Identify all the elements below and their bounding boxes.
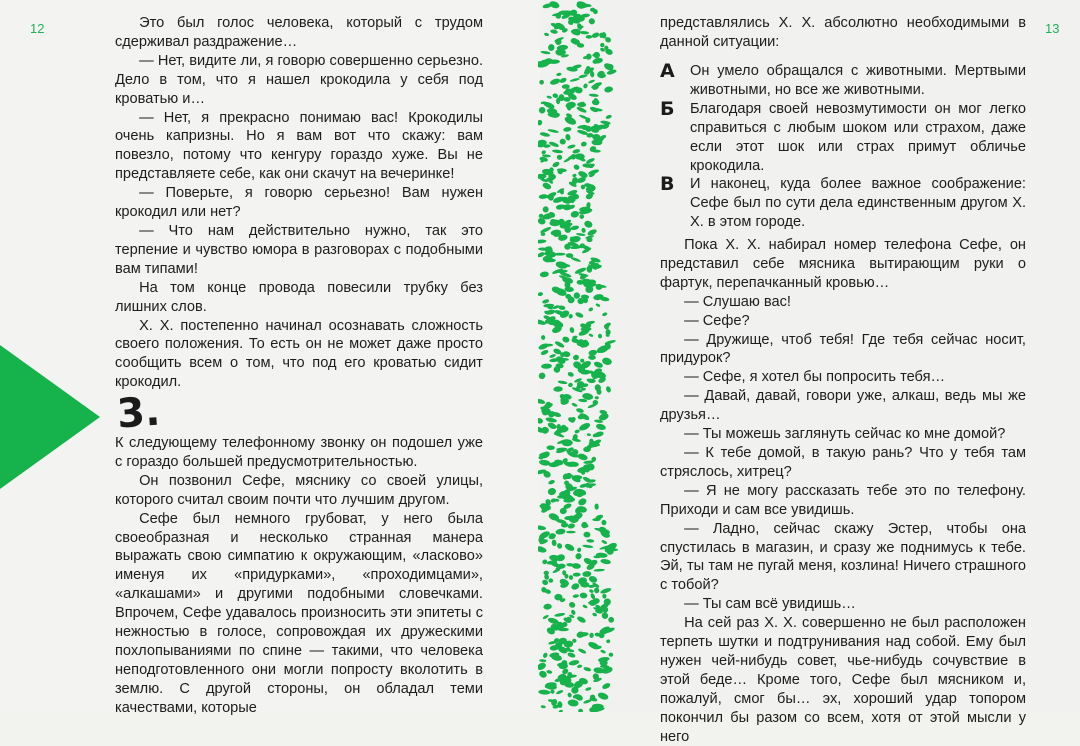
green-splash-decoration bbox=[538, 0, 630, 712]
reasons-list bbox=[660, 62, 1026, 232]
left-top-text bbox=[115, 14, 483, 392]
paragraph: — Давай, давай, говори уже, алкаш, ведь мы же друзья… bbox=[660, 388, 1026, 424]
paragraph: — Ты можешь заглянуть сейчас ко мне домой? bbox=[684, 426, 1006, 443]
paragraph: — Нет, я прекрасно понимаю вас! Крокодилы очень капризны. Но я вам вот что скажу: вам повезло, потому что кенгуру гораздо хуже. Вы не представляете себе, как они скачут на вечеринке! bbox=[115, 109, 483, 183]
page-number-left: 12 bbox=[30, 21, 45, 36]
paragraph: — Ладно, сейчас скажу Эстер, чтобы она спустилась в магазин, и сразу же поднимусь к тебе. Эй, ты там не пугай меня, козлина! Ничего страшного с тобой? bbox=[660, 520, 1026, 594]
paragraph: Сефе был немного грубоват, у него была своеобразная и несколько странная манера выражать свою симпатию к окружающим, «ласково» именуя их «придурками», «проходимцами», «алкашами» и другими подобными словечками. Впрочем, Сефе удавалось произносить эти эпитеты с нежностью в голосе, сопровождая их дружескими похлопываниями по спине — такими, что человека неподготовленного они могли попросту вколотить в землю. С другой стороны, он обладал теми качествами, которые bbox=[115, 510, 483, 716]
right-main-text bbox=[660, 236, 1026, 746]
page-number-right: 13 bbox=[1045, 21, 1060, 36]
paragraph: — Я не могу рассказать тебе это по телефону. Приходи и сам все увидишь. bbox=[660, 482, 1026, 518]
left-bottom-text bbox=[115, 434, 483, 718]
paragraph: — Сефе? bbox=[684, 312, 750, 329]
paragraph: — Нет, видите ли, я говорю совершенно серьезно. Дело в том, что я нашел крокодила у себя под кроватью и… bbox=[115, 52, 483, 107]
list-marker: А bbox=[660, 60, 675, 82]
paragraph: Пока Х. Х. набирал номер телефона Сефе, он представил себе мясника вытирающим руки о фартук, перепачканный кровью… bbox=[660, 237, 1026, 291]
green-triangle-decoration bbox=[0, 345, 100, 489]
paragraph: Он позвонил Сефе, мяснику со своей улицы, которого считал своим почти что лучшим другом. bbox=[115, 472, 483, 508]
paragraph: На сей раз Х. Х. совершенно не был расположен терпеть шутки и подтрунивания над собой. Ему был нужен чей-нибудь совет, чье-нибудь сочувствие в этой беде… Кроме того, Сефе был мясником и, пожалуй, смог бы… эх, хороший удар топором покончил бы разом со всем, хотя от этой мысли у него bbox=[660, 615, 1026, 745]
paragraph: — Ты сам всё увидишь… bbox=[684, 596, 856, 613]
list-marker: В bbox=[660, 173, 675, 196]
paragraph: представлялись Х. Х. абсолютно необходимыми в данной ситуации: bbox=[660, 15, 1026, 50]
paragraph: — Что нам действительно нужно, так это терпение и чувство юмора в разговорах с подобными вам типами! bbox=[115, 222, 483, 277]
chapter-number: 3. bbox=[115, 388, 162, 438]
list-marker: Б bbox=[660, 97, 675, 120]
list-item-text: И наконец, куда более важное соображение: Сефе был по сути дела единственным другом Х. Х. в этом городе. bbox=[690, 176, 1026, 231]
paragraph: — Слушаю вас! bbox=[684, 293, 791, 310]
paragraph: — Поверьте, я говорю серьезно! Вам нужен крокодил или нет? bbox=[115, 185, 483, 221]
paragraph: Х. Х. постепенно начинал осознавать сложность своего положения. То есть он не может даже просто сообщить всем о том, что под его кроватью сидит крокодил. bbox=[115, 317, 483, 391]
paragraph: — Дружище, чтоб тебя! Где тебя сейчас носит, придурок? bbox=[660, 331, 1026, 367]
list-item bbox=[660, 97, 1026, 176]
paragraph: — Сефе, я хотел бы попросить тебя… bbox=[684, 369, 946, 386]
list-item bbox=[660, 175, 1026, 232]
paragraph: На том конце провода повесили трубку без лишних слов. bbox=[115, 279, 483, 315]
list-item-text: Он умело обращался с животными. Мертвыми животными, но все же животными. bbox=[690, 63, 1026, 98]
paragraph: — К тебе домой, в такую рань? Что у тебя там стряслось, хитрец? bbox=[660, 444, 1026, 480]
paragraph: Это был голос человека, который с трудом сдерживал раздражение… bbox=[115, 15, 483, 50]
right-intro bbox=[660, 14, 1026, 52]
list-item bbox=[660, 62, 1026, 100]
paragraph: К следующему телефонному звонку он подошел уже с гораздо большей предусмотрительностью. bbox=[115, 435, 483, 470]
list-item-text: Благодаря своей невозмутимости он мог легко справиться с любым шоком или страхом, даже если этот шок или страх примут обличье крокодила. bbox=[690, 100, 1026, 174]
